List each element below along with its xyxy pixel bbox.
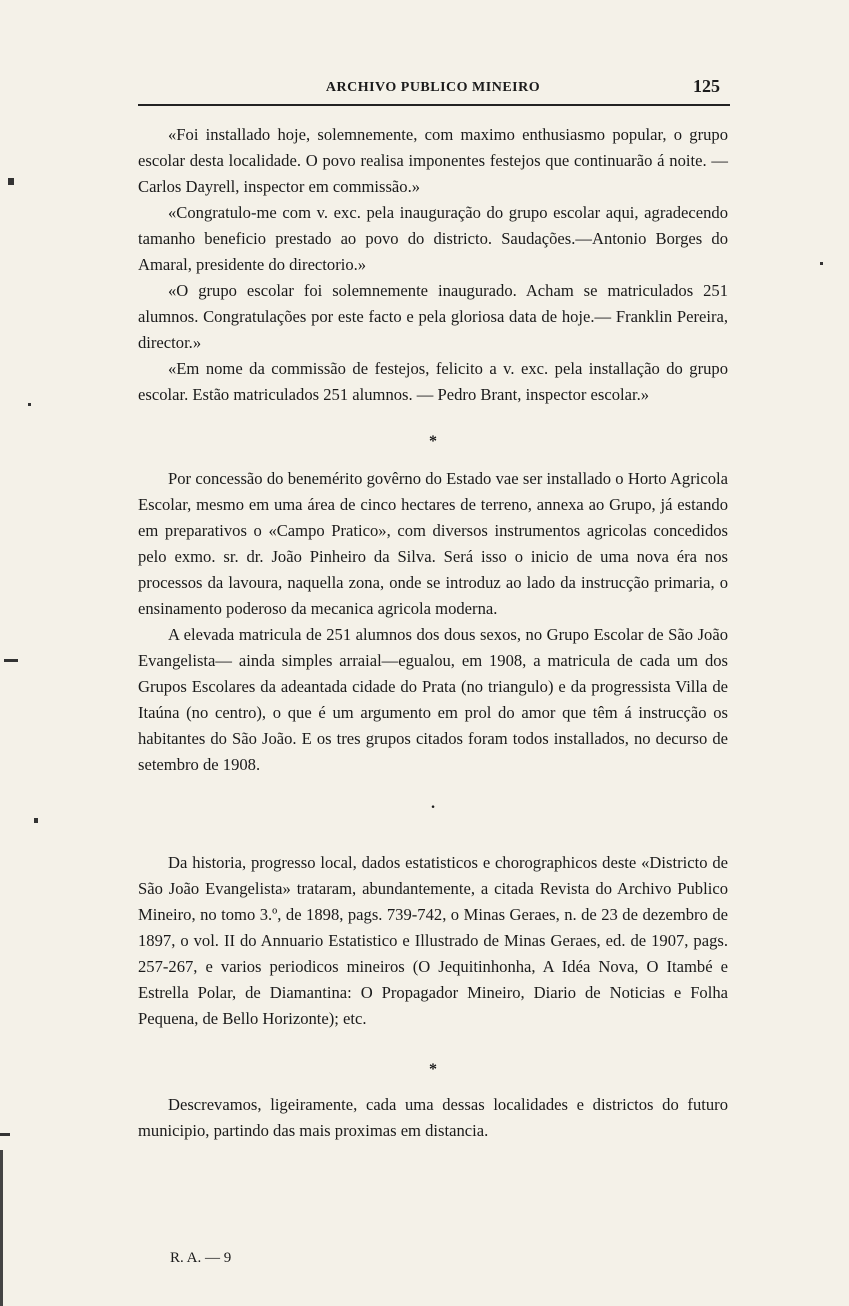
body-paragraph: A elevada matricula de 251 alumnos dos dous sexos, no Grupo Escolar de São João Evangelista— ainda simples arraial—egualou, em 1908, a matricula de cada um dos Grupos Escolares da adeantada cidade do Prata (no triangulo) e da progressista Villa de Itaúna (no centro), o que é um argumento em prol do amor que têm á instrucção os habitantes do São João. E os tres grupos citados foram todos installados, no decurso de setembro de 1908. bbox=[138, 625, 728, 774]
section-separator: * bbox=[429, 433, 437, 450]
page-number: 125 bbox=[693, 76, 720, 96]
scan-speck bbox=[4, 659, 18, 662]
section-separator: * bbox=[429, 1061, 437, 1078]
scan-speck bbox=[28, 403, 31, 406]
binding-edge bbox=[0, 1150, 3, 1306]
running-head: ARCHIVO PUBLICO MINEIRO bbox=[325, 80, 541, 95]
scan-speck bbox=[820, 262, 823, 265]
scan-speck bbox=[34, 818, 38, 823]
body-paragraph: Descrevamos, ligeiramente, cada uma dessas localidades e districtos do futuro municipio, partindo das mais proximas em distancia. bbox=[138, 1095, 728, 1140]
telegram-paragraph: «Foi installado hoje, solemnemente, com maximo enthusiasmo popular, o grupo escolar desta localidade. O povo realisa imponentes festejos que continuarão á noite. —Carlos Dayrell, inspector em commissão.» bbox=[138, 125, 728, 196]
scan-speck bbox=[8, 178, 14, 185]
page-header bbox=[138, 76, 728, 100]
scan-speck bbox=[0, 1133, 10, 1136]
header-rule bbox=[138, 104, 730, 106]
section-separator: · bbox=[430, 799, 436, 816]
signature-mark: R. A. — 9 bbox=[170, 1250, 232, 1266]
body-text bbox=[138, 122, 728, 1144]
telegram-paragraph: «Em nome da commissão de festejos, felicito a v. exc. pela installação do grupo escolar. Estão matriculados 251 alumnos. — Pedro Brant, inspector escolar.» bbox=[138, 359, 728, 404]
body-paragraph: Da historia, progresso local, dados estatisticos e chorographicos deste «Districto de São João Evangelista» trataram, abundantemente, a citada Revista do Archivo Publico Mineiro, no tomo 3.º, de 1898, pags. 739-742, o Minas Geraes, n. de 23 de dezembro de 1897, o vol. II do Annuario Estatistico e Illustrado de Minas Geraes, ed. de 1907, pags. 257-267, e varios periodicos mineiros (O Jequitinhonha, A Idéa Nova, O Itambé e Estrella Polar, de Diamantina: O Propagador Mineiro, Diario de Noticias e Folha Pequena, de Bello Horizonte); etc. bbox=[138, 853, 728, 1028]
telegram-paragraph: «Congratulo-me com v. exc. pela inauguração do grupo escolar aqui, agradecendo tamanho beneficio prestado ao povo do districto. Saudações.—Antonio Borges do Amaral, presidente do directorio.» bbox=[138, 203, 728, 274]
telegram-paragraph: «O grupo escolar foi solemnemente inaugurado. Acham se matriculados 251 alumnos. Congratulações por este facto e pela gloriosa data de hoje.— Franklin Pereira, director.» bbox=[138, 281, 728, 352]
body-paragraph: Por concessão do benemérito govêrno do Estado vae ser installado o Horto Agricola Escolar, mesmo em uma área de cinco hectares de terreno, annexa ao Grupo, já estando em preparativos o «Campo Pratico», com diversos instrumentos agricolas concedidos pelo exmo. sr. dr. João Pinheiro da Silva. Será isso o inicio de uma nova éra nos processos da lavoura, naquella zona, onde se introduz ao lado da instrucção primaria, o ensinamento poderoso da mecanica agricola moderna. bbox=[138, 469, 728, 618]
